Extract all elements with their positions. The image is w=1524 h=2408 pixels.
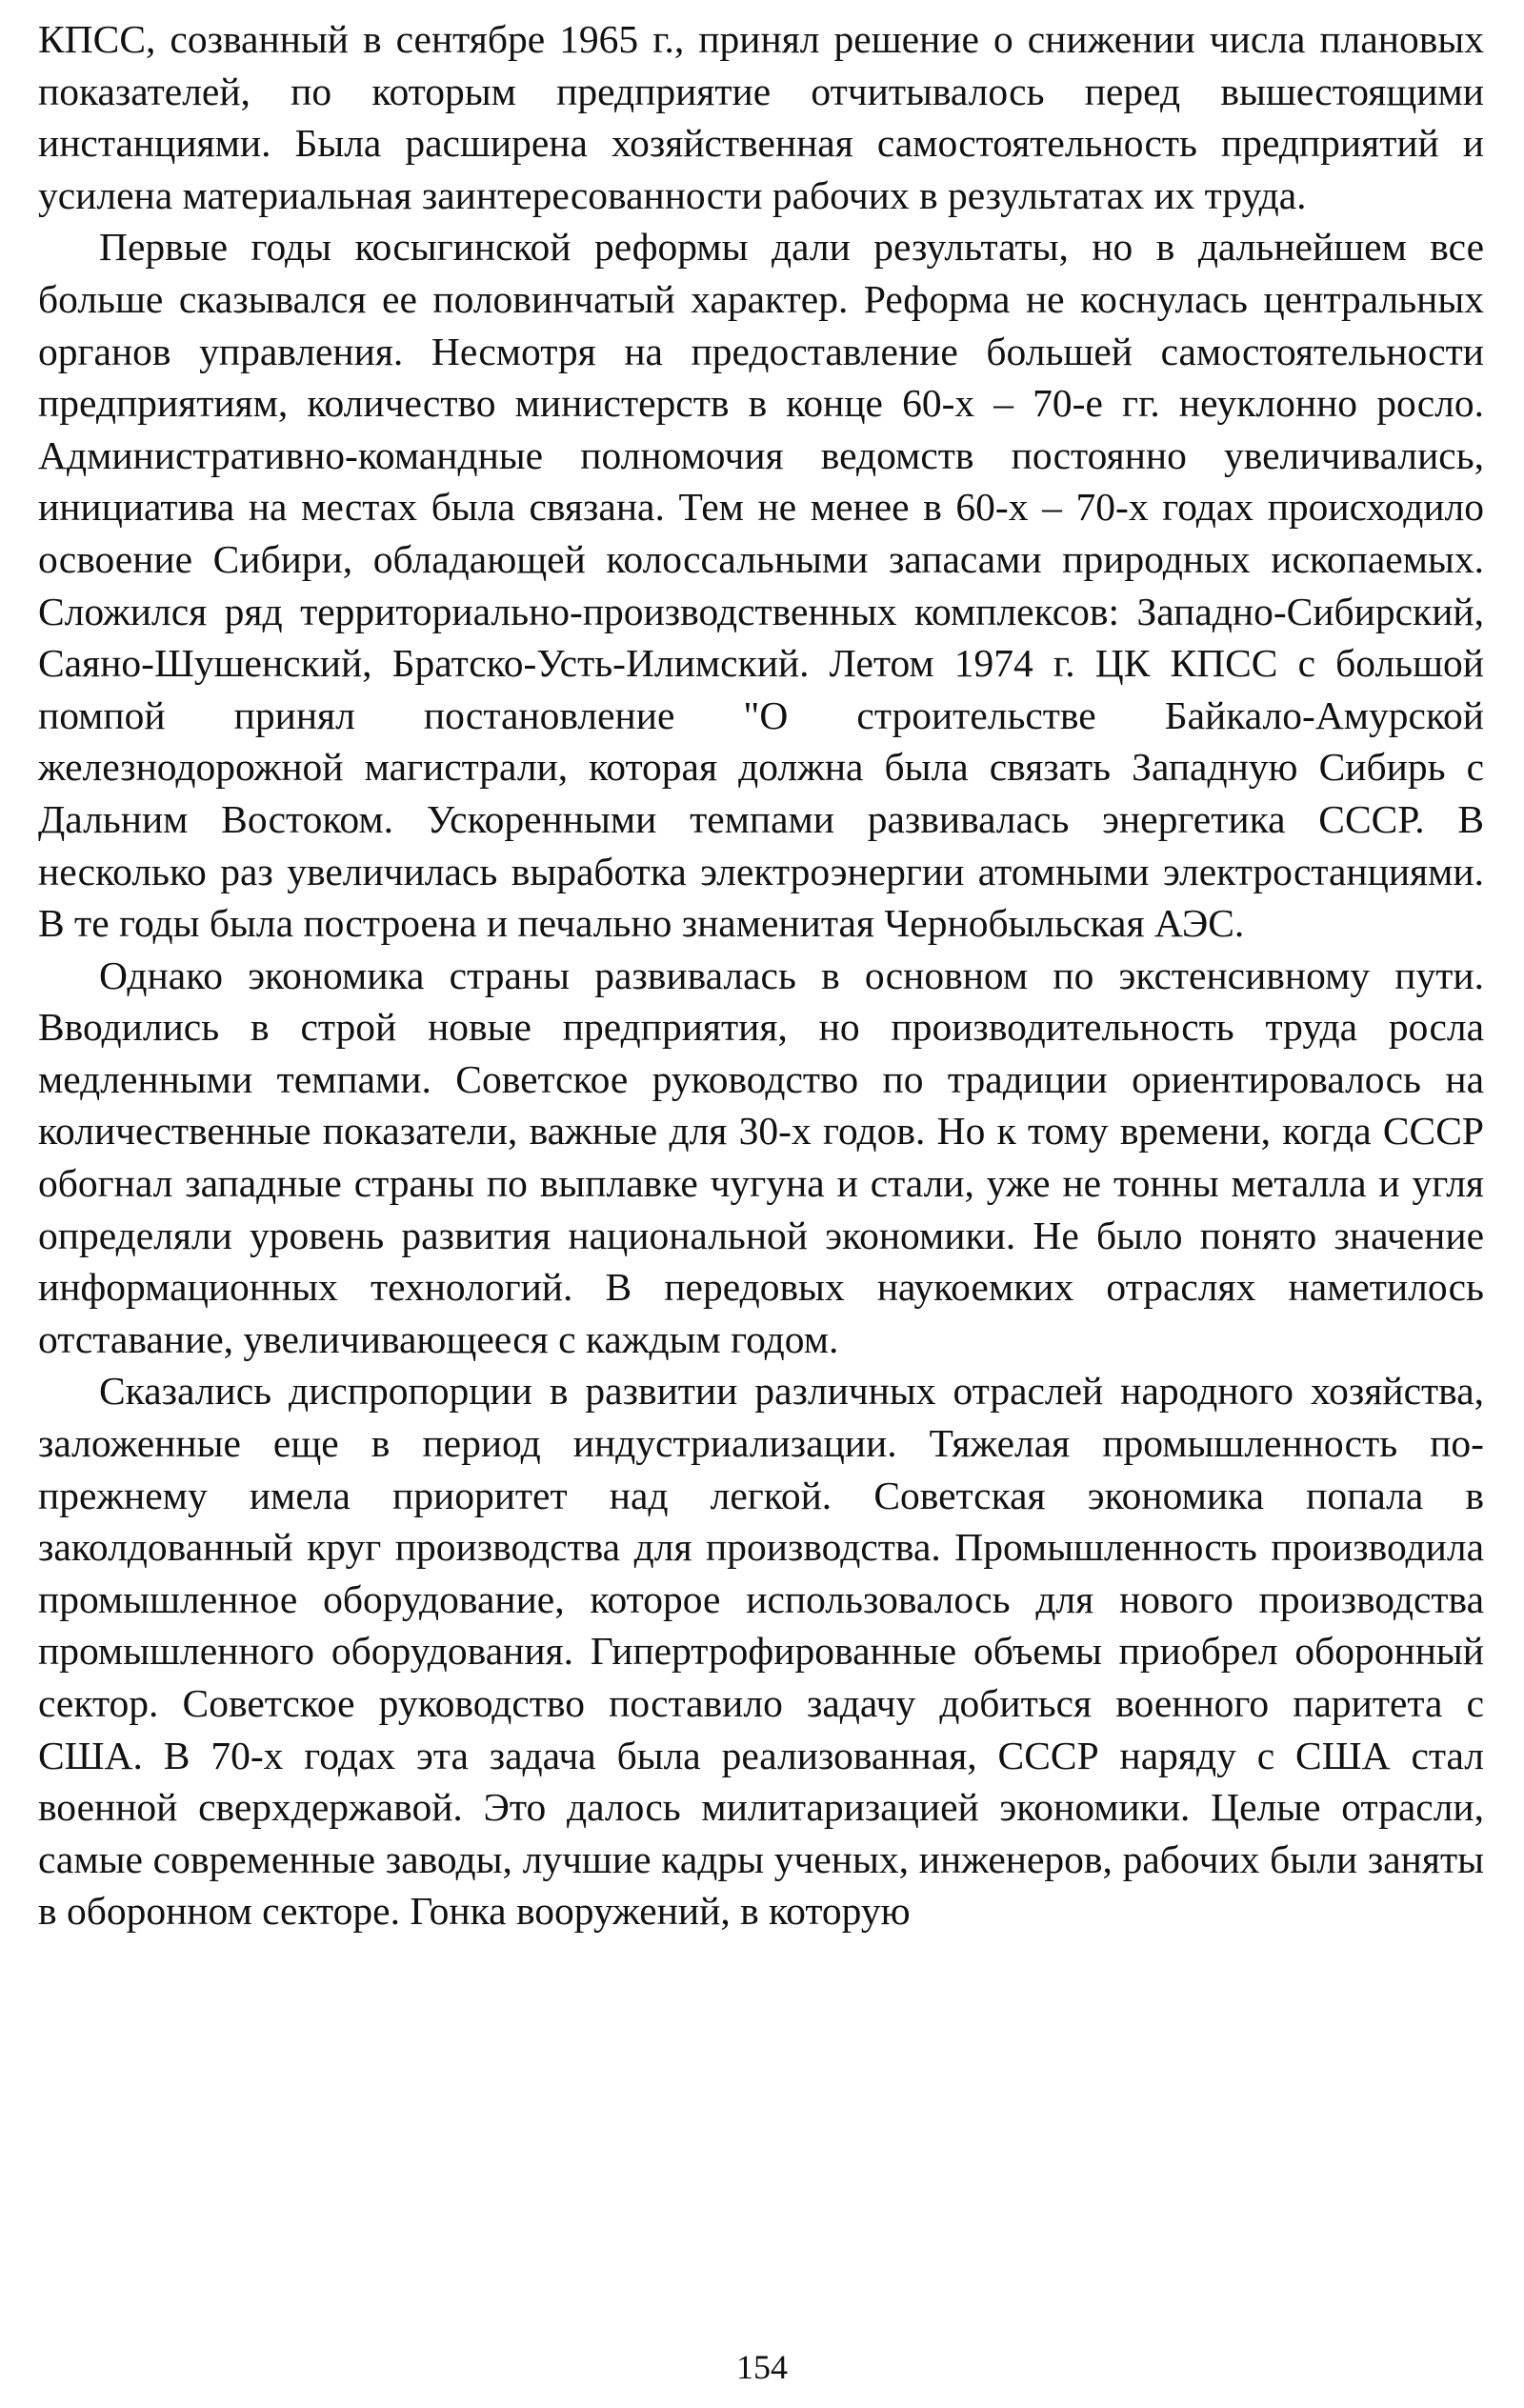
body-text [38,13,1484,1937]
paragraph-2: Первые годы косыгинской реформы дали результаты, но в дальнейшем все больше сказывался ее половинчатый характер. Реформа не коснулась центральных органов управления. Несмотря на предоставление большей самостоятельности предприятиям, количество министерств в конце 60-х – 70-е гг. неуклонно росло. Административно-командные полномочия ведомств постоянно увеличивались, инициатива на местах была связана. Тем не менее в 60-х – 70-х годах происходило освоение Сибири, обладающей колоссальными запасами природных ископаемых. Сложился ряд территориально-производственных комплексов: Западно-Сибирский, Саяно-Шушенский, Братско-Усть-Илимский. Летом 1974 г. ЦК КПСС с большой помпой принял постановление "О строительстве Байкало-Амурской железнодорожной магистрали, которая должна была связать Западную Сибирь с Дальним Востоком. Ускоренными темпами развивалась энергетика СССР. В несколько раз увеличилась выработка электроэнергии атомными электростанциями. В те годы была построена и печально знаменитая Чернобыльская АЭС. [38,225,1484,946]
page-number: 154 [736,2348,788,2386]
paragraph-3: Однако экономика страны развивалась в основном по экстенсивному пути. Вводились в строй новые предприятия, но производительность труда росла медленными темпами. Советское руководство по традиции ориентировалось на количественные показатели, важные для 30-х годов. Но к тому времени, когда СССР обогнал западные страны по выплавке чугуна и стали, уже не тонны металла и угля определяли уровень развития национальной экономики. Не было понято значение информационных технологий. В передовых наукоемких отраслях наметилось отставание, увеличивающееся с каждым годом. [38,953,1484,1361]
paragraph-1: КПСС, созванный в сентябре 1965 г., принял решение о снижении числа плановых показателей, по которым предприятие отчитывалось перед вышестоящими инстанциями. Была расширена хозяйственная самостоятельность предприятий и усилена материальная заинтересованности рабочих в результатах их труда. [38,17,1484,217]
paragraph-4: Сказались диспропорции в развитии различных отраслей народного хозяйства, заложенные еще в период индустриализации. Тяжелая промышленность по-прежнему имела приоритет над легкой. Советская экономика попала в заколдованный круг производства для производства. Промышленность производила промышленное оборудование, которое использовалось для нового производства промышленного оборудования. Гипертрофированные объемы приобрел оборонный сектор. Советское руководство поставило задачу добиться военного паритета с США. В 70-х годах эта задача была реализованная, СССР наряду с США стал военной сверхдержавой. Это далось милитаризацией экономики. Целые отрасли, самые современные заводы, лучшие кадры ученых, инженеров, рабочих были заняты в оборонном секторе. Гонка вооружений, в которую [38,1369,1484,1934]
